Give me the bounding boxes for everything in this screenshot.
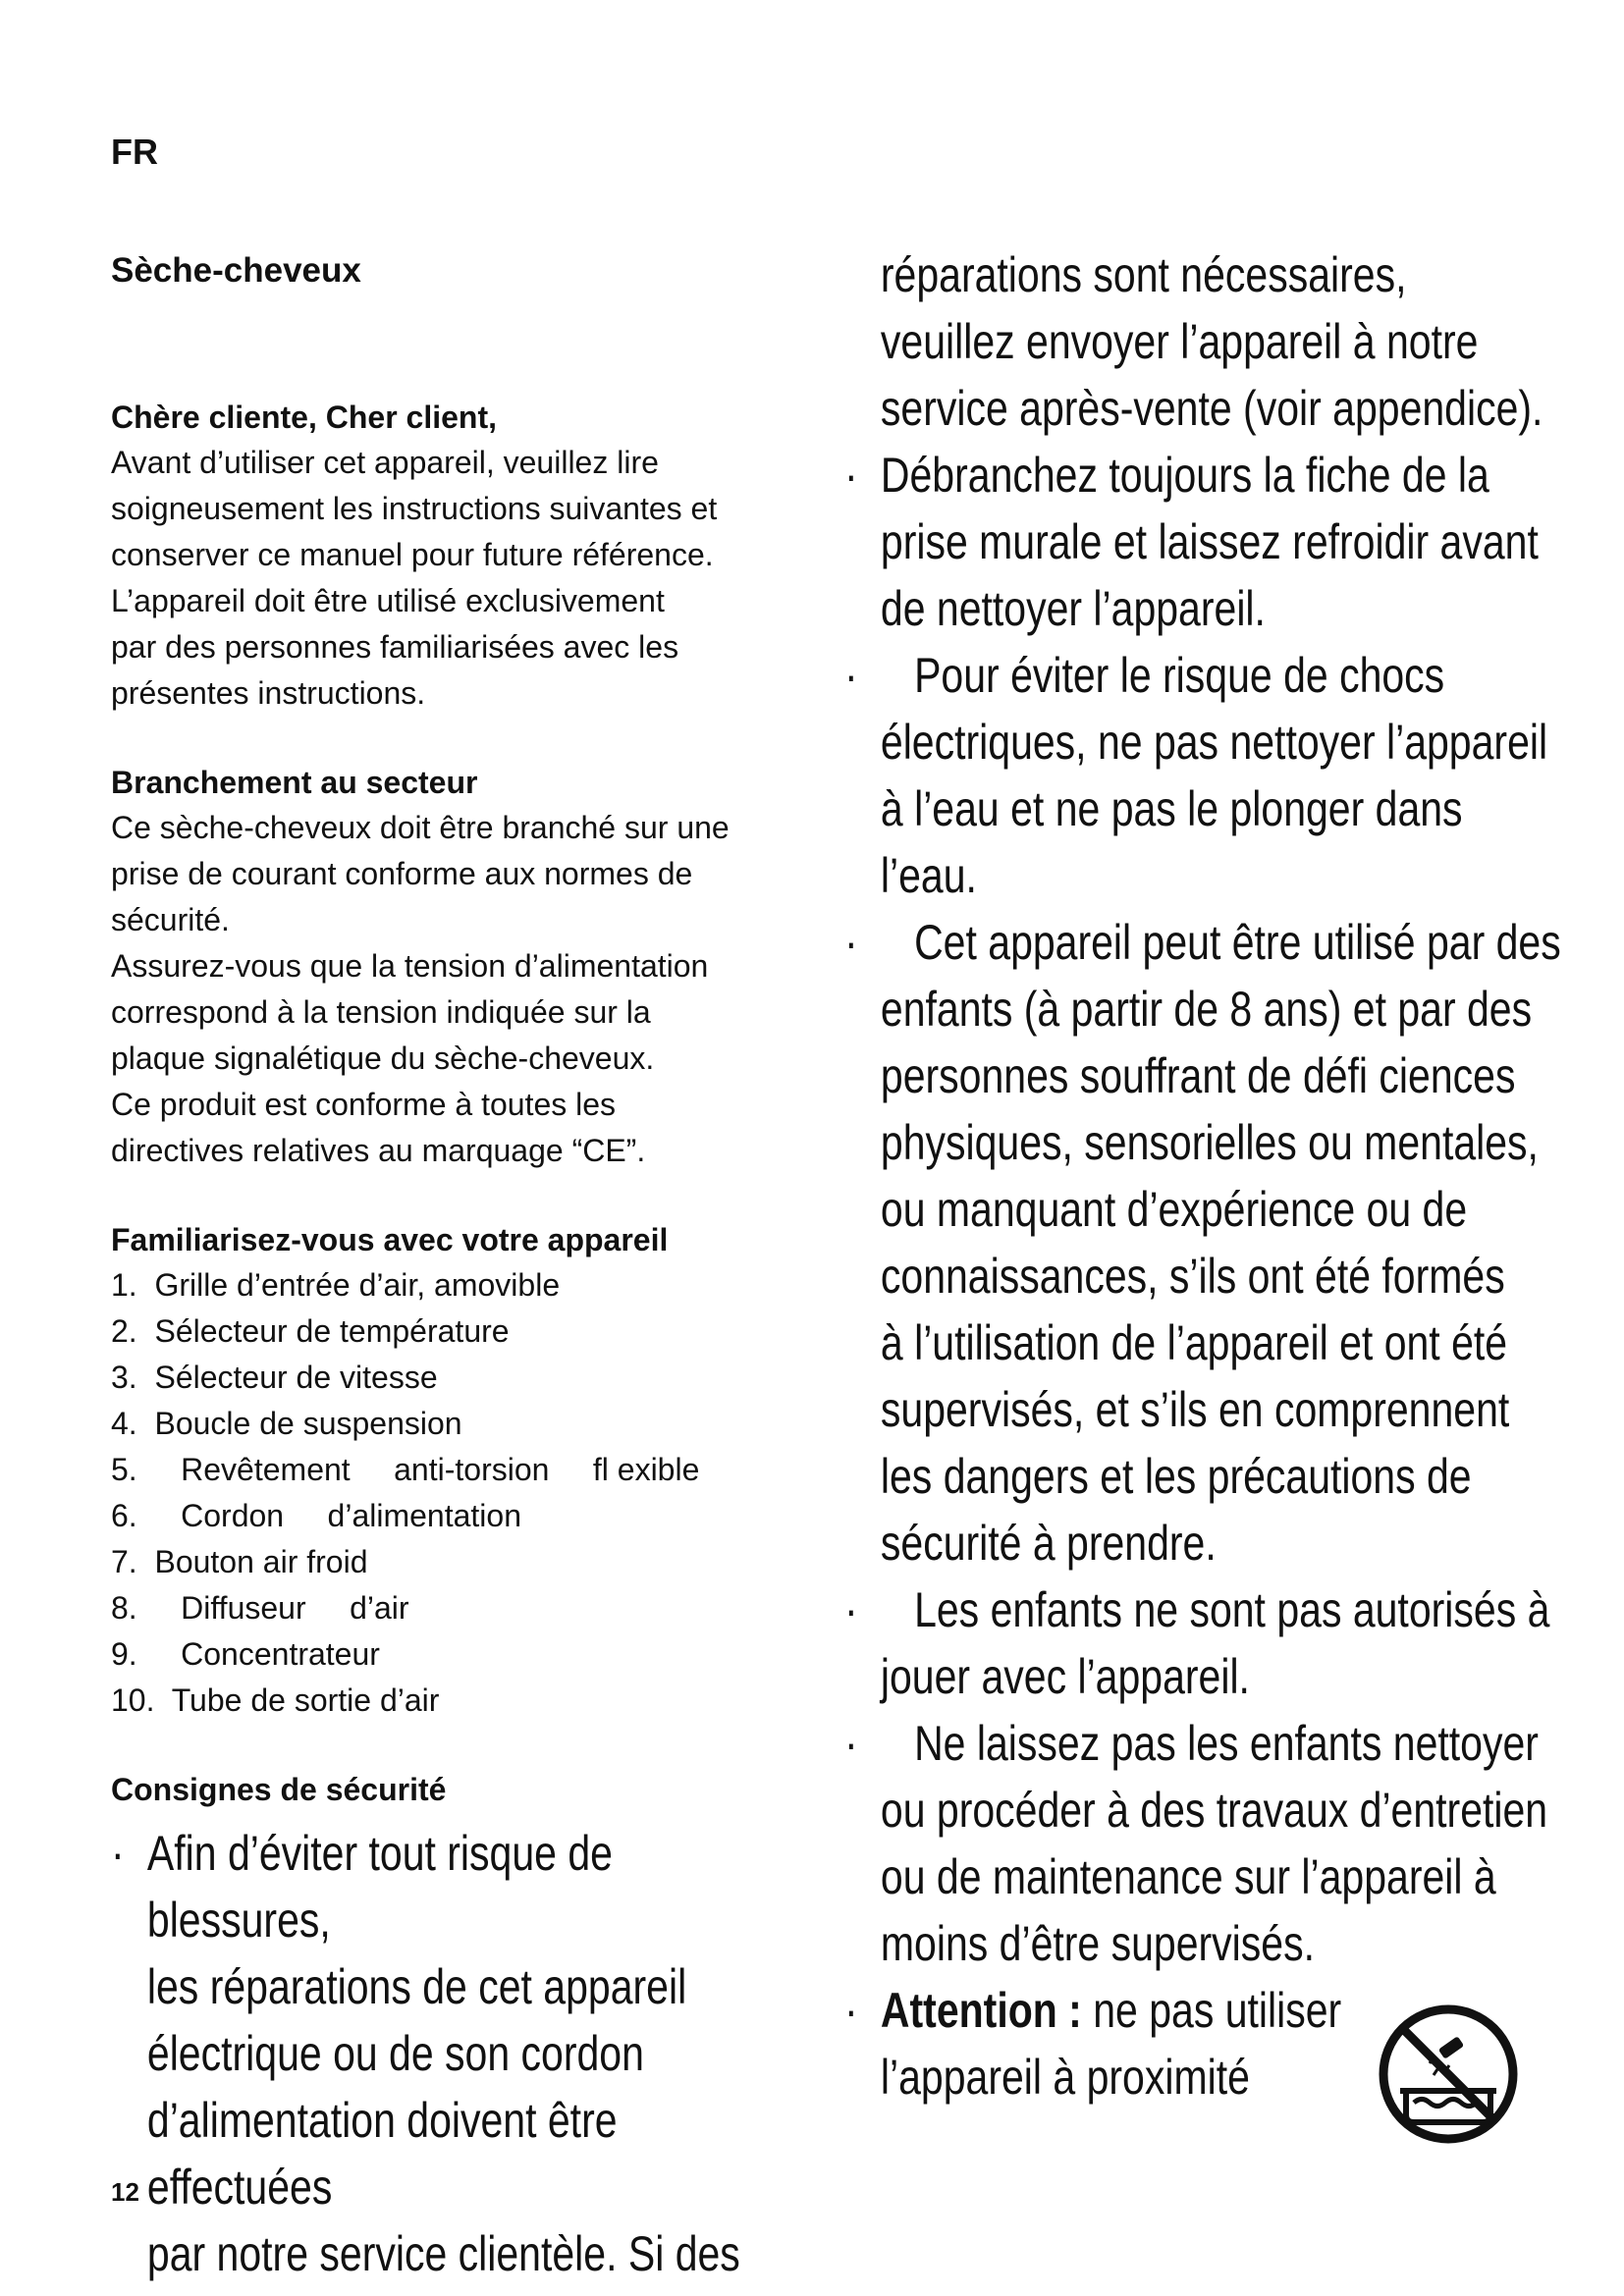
safety-line: électrique ou de son cordon xyxy=(146,2026,644,2081)
safety-line: les réparations de cet appareil xyxy=(146,1959,687,2014)
safety-line: veuillez envoyer l’appareil à notre xyxy=(880,314,1479,369)
list-item: 5. Revêtement anti-torsion fl exible xyxy=(111,1452,700,1487)
power-text xyxy=(111,805,798,1174)
safety-line: ou manquant d’expérience ou de xyxy=(880,1182,1468,1237)
safety-line: Afin d’éviter tout risque de blessures, xyxy=(146,1826,613,1948)
bullet: · xyxy=(844,1716,858,1771)
bullet: · xyxy=(844,448,858,503)
safety-line: supervisés, et s’ils en comprennent xyxy=(880,1382,1510,1437)
page-number: 12 xyxy=(111,2177,139,2207)
safety-line: d’alimentation doivent être effectuées xyxy=(146,2093,618,2215)
safety-item-water xyxy=(844,642,1571,909)
left-column xyxy=(111,251,798,2287)
safety-line: Ne laissez pas les enfants nettoyer xyxy=(880,1716,1539,1771)
list-item: 2. Sélecteur de température xyxy=(111,1313,510,1349)
safety-line: à l’utilisation de l’appareil et ont été xyxy=(880,1315,1508,1370)
safety-line: Les enfants ne sont pas autorisés à xyxy=(880,1582,1550,1637)
safety-line: de nettoyer l’appareil. xyxy=(880,581,1266,636)
power-line: Assurez-vous que la tension d’alimentation xyxy=(111,948,709,984)
safety-item-repairs xyxy=(111,1820,798,2287)
safety-line: l’eau. xyxy=(880,848,977,903)
safety-line: moins d’être supervisés. xyxy=(880,1916,1315,1971)
safety-line: les dangers et les précautions de xyxy=(880,1449,1472,1504)
power-line: Ce sèche-cheveux doit être branché sur une xyxy=(111,810,730,845)
intro-heading: Chère cliente, Cher client, xyxy=(111,400,498,435)
power-line: plaque signalétique du sèche-cheveux. xyxy=(111,1041,655,1076)
parts-list xyxy=(111,1262,798,1724)
power-line: directives relatives au marquage “CE”. xyxy=(111,1133,646,1168)
safety-line: par notre service clientèle. Si des xyxy=(146,2226,740,2281)
safety-heading: Consignes de sécurité xyxy=(111,1772,447,1807)
language-code: FR xyxy=(111,132,158,172)
right-column xyxy=(844,241,1571,2110)
intro-line: conserver ce manuel pour future référence. xyxy=(111,537,714,572)
attention-text: ne pas utiliser xyxy=(1081,1983,1342,2038)
list-item: 9. Concentrateur xyxy=(111,1636,380,1672)
safety-line: Débranchez toujours la fiche de la xyxy=(880,448,1489,503)
safety-line: physiques, sensorielles ou mentales, xyxy=(880,1115,1539,1170)
list-item: 10. Tube de sortie d’air xyxy=(111,1682,440,1718)
bullet: · xyxy=(844,1983,858,2038)
bullet: · xyxy=(844,1582,858,1637)
bullet: · xyxy=(844,915,858,970)
parts-heading: Familiarisez-vous avec votre appareil xyxy=(111,1222,669,1257)
intro-text xyxy=(111,440,798,717)
safety-item-children-play xyxy=(844,1576,1571,1710)
safety-line: Pour éviter le risque de chocs xyxy=(880,648,1445,703)
list-item: 7. Bouton air froid xyxy=(111,1544,368,1579)
intro-line: par des personnes familiarisées avec les xyxy=(111,629,679,665)
safety-item-children-clean xyxy=(844,1710,1571,1977)
safety-line: l’appareil à proximité xyxy=(880,2050,1250,2105)
safety-item-unplug xyxy=(844,442,1571,642)
intro-line: L’appareil doit être utilisé exclusivement xyxy=(111,583,665,618)
safety-item-children-use xyxy=(844,909,1571,1576)
intro-line: présentes instructions. xyxy=(111,675,426,711)
safety-line: enfants (à partir de 8 ans) et par des xyxy=(880,982,1533,1037)
safety-line: ou de maintenance sur l’appareil à xyxy=(880,1849,1496,1904)
attention-label: Attention : xyxy=(880,1983,1082,2038)
safety-line: ou procéder à des travaux d’entretien xyxy=(880,1783,1548,1838)
safety-line: personnes souffrant de défi ciences xyxy=(880,1048,1516,1103)
safety-line: Cet appareil peut être utilisé par des xyxy=(880,915,1561,970)
list-item: 6. Cordon d’alimentation xyxy=(111,1498,521,1533)
safety-line: réparations sont nécessaires, xyxy=(880,247,1407,302)
safety-line: jouer avec l’appareil. xyxy=(880,1649,1250,1704)
power-line: Ce produit est conforme à toutes les xyxy=(111,1087,617,1122)
list-item: 4. Boucle de suspension xyxy=(111,1406,462,1441)
safety-line: prise murale et laissez refroidir avant xyxy=(880,514,1539,569)
safety-line: connaissances, s’ils ont été formés xyxy=(880,1249,1505,1304)
intro-line: Avant d’utiliser cet appareil, veuillez lire xyxy=(111,445,659,480)
safety-line: électriques, ne pas nettoyer l’appareil xyxy=(880,715,1548,770)
bullet: · xyxy=(111,1826,125,1881)
intro-line: soigneusement les instructions suivantes et xyxy=(111,491,718,526)
safety-line: sécurité à prendre. xyxy=(880,1516,1217,1571)
list-item: 8. Diffuseur d’air xyxy=(111,1590,409,1626)
power-line: correspond à la tension indiquée sur la xyxy=(111,994,651,1030)
power-line: sécurité. xyxy=(111,902,230,937)
power-heading: Branchement au secteur xyxy=(111,765,478,800)
power-line: prise de courant conforme aux normes de xyxy=(111,856,693,891)
bullet: · xyxy=(844,648,858,703)
safety-line: à l’eau et ne pas le plonger dans xyxy=(880,781,1463,836)
safety-line: service après-vente (voir appendice). xyxy=(880,381,1543,436)
list-item: 3. Sélecteur de vitesse xyxy=(111,1360,438,1395)
list-item: 1. Grille d’entrée d’air, amovible xyxy=(111,1267,561,1303)
document-title: Sèche-cheveux xyxy=(111,251,361,290)
safety-continuation xyxy=(844,241,1571,442)
no-water-bathtub-icon xyxy=(1375,2001,1522,2148)
